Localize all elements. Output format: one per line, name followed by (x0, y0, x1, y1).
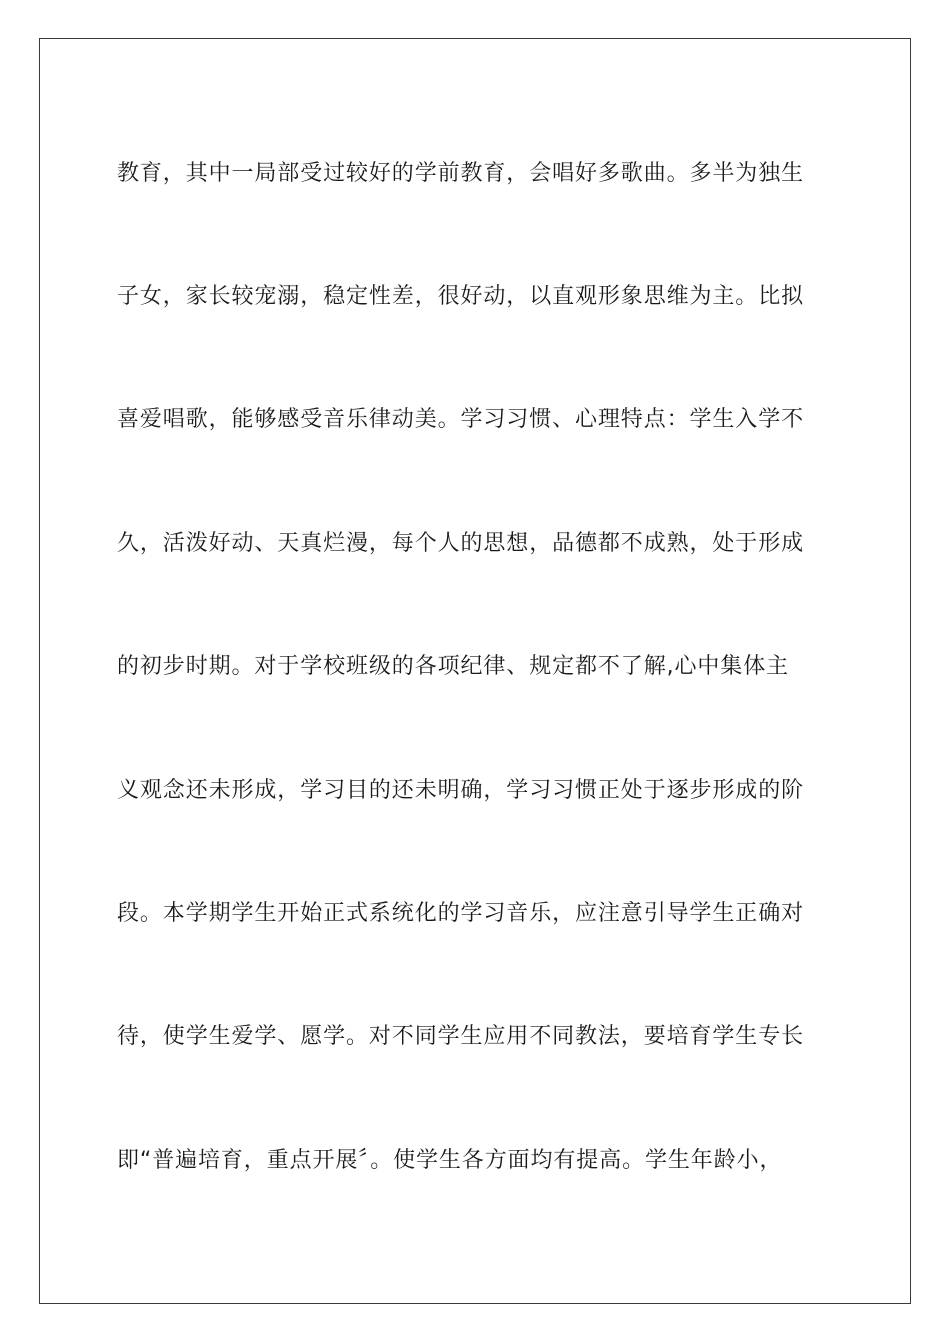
text-line: 教育，其中一局部受过较好的学前教育，会唱好多歌曲。多半为独生 (117, 161, 805, 186)
text-line: 义观念还未形成，学习目的还未明确，学习习惯正处于逐步形成的阶 (117, 778, 805, 803)
text-line: 的初步时期。对于学校班级的各项纪律、规定都不了解,心中集体主 (117, 654, 789, 679)
text-line: 即“普遍培育，重点开展〞。使学生各方面均有提高。学生年龄小， (117, 1148, 783, 1173)
text-line: 久，活泼好动、天真烂漫，每个人的思想，品德都不成熟，处于形成 (117, 531, 805, 556)
text-line: 段。本学期学生开始正式系统化的学习音乐，应注意引导学生正确对 (117, 901, 805, 926)
text-line: 待，使学生爱学、愿学。对不同学生应用不同教法，要培育学生专长 (117, 1024, 805, 1049)
text-line: 子女，家长较宠溺，稳定性差，很好动，以直观形象思维为主。比拟 (117, 284, 805, 309)
text-line: 喜爱唱歌，能够感受音乐律动美。学习习惯、心理特点：学生入学不 (117, 407, 805, 432)
